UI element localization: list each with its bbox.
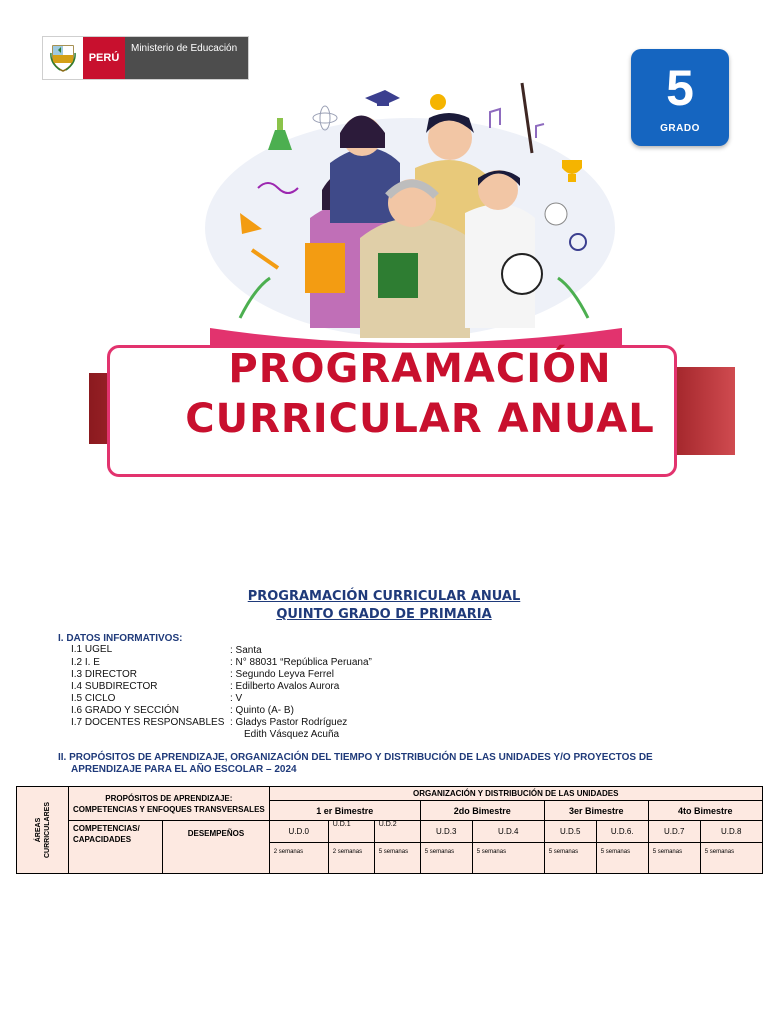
purpose-header: PROPÓSITOS DE APRENDIZAJE: COMPETENCIAS Y ENFOQUES TRANSVERSALES [69,787,270,821]
soccer-ball-icon [502,254,542,294]
unit-header: U.D.5 [544,821,596,843]
graduation-cap-icon [365,90,400,106]
cover-title-line1: PROGRAMACIÓN [228,346,612,392]
unit-header: U.D.7 [648,821,700,843]
info-label: I.1 UGEL [71,644,113,655]
section1-title: I. DATOS INFORMATIVOS: [58,633,183,644]
volleyball-icon [545,203,567,225]
document-heading-line1: PROGRAMACIÓN CURRICULAR ANUAL [247,589,521,604]
title-accent-right [674,367,735,455]
teachers-illustration [200,78,632,346]
unit-header: U.D.8 [700,821,762,843]
grade-number: 5 [666,60,694,116]
weeks-cell: 5 semanas [700,843,762,874]
logo-ministry: Ministerio de Educación [125,37,248,79]
weeks-cell: 5 semanas [420,843,472,874]
info-value: : N° 88031 “República Peruana” [230,657,372,668]
desempenos-header: DESEMPEÑOS [163,821,270,874]
weeks-cell: 5 semanas [472,843,544,874]
logo-country: PERÚ [83,37,125,79]
unit-header: U.D.4 [472,821,544,843]
weeks-cell: 5 semanas [596,843,648,874]
cover-title-line2: CURRICULAR ANUAL [185,396,655,442]
coat-of-arms-icon [43,37,83,79]
bimestre-header: 4to Bimestre [648,801,762,821]
weeks-cell: 2 semanas [269,843,328,874]
info-value: : Quinto (A- B) [230,705,294,716]
weeks-cell: 5 semanas [648,843,700,874]
areas-header-cell [17,787,69,874]
bimestre-header: 2do Bimestre [420,801,544,821]
info-label: I.5 CICLO [71,693,116,704]
unit-header: U.D.6. [596,821,648,843]
unit-header: U.D.1 [328,821,374,843]
grade-label: GRADO [660,123,700,134]
section2-line1: II. PROPÓSITOS DE APRENDIZAJE, ORGANIZACIÓN DEL TIEMPO Y DISTRIBUCIÓN DE LAS UNIDADES Y/O PROYECTOS DE [58,752,653,763]
grade-badge [631,49,729,146]
info-label: I.6 GRADO Y SECCIÓN [71,705,179,716]
info-value: : V [230,693,243,704]
competencias-header: COMPETENCIAS/ CAPACIDADES [69,821,163,874]
weeks-cell: 5 semanas [374,843,420,874]
org-header: ORGANIZACIÓN Y DISTRIBUCIÓN DE LAS UNIDADES [269,787,762,801]
unit-header: U.D.0 [269,821,328,843]
weeks-cell: 5 semanas [544,843,596,874]
info-label: I.3 DIRECTOR [71,669,137,680]
weeks-cell: 2 semanas [328,843,374,874]
minedu-logo [42,36,249,80]
section2-line2: APRENDIZAJE PARA EL AÑO ESCOLAR – 2024 [71,764,297,775]
units-table [16,786,763,874]
info-value: : Edilberto Avalos Aurora [230,681,340,692]
info-value: Edith Vásquez Acuña [244,729,340,740]
unit-header: U.D.3 [420,821,472,843]
info-label: I.4 SUBDIRECTOR [71,681,158,692]
flask-icon [268,118,292,150]
section2-title [58,752,706,776]
info-label: I.7 DOCENTES RESPONSABLES [71,717,225,728]
info-label: I.2 I. E [71,657,100,668]
areas-header: ÁREAS CURRICULARES [34,802,51,858]
info-value: : Segundo Leyva Ferrel [230,669,334,680]
music-note-icon [490,109,500,128]
bimestre-header: 1 er Bimestre [269,801,420,821]
bimestre-header: 3er Bimestre [544,801,648,821]
lightbulb-icon [430,94,446,110]
user-icon [109,389,157,433]
info-value: : Santa [230,645,262,656]
document-heading-line2: QUINTO GRADO DE PRIMARIA [276,607,492,622]
info-value: : Gladys Pastor Rodríguez [230,717,348,728]
unit-header: U.D.2 [374,821,420,843]
